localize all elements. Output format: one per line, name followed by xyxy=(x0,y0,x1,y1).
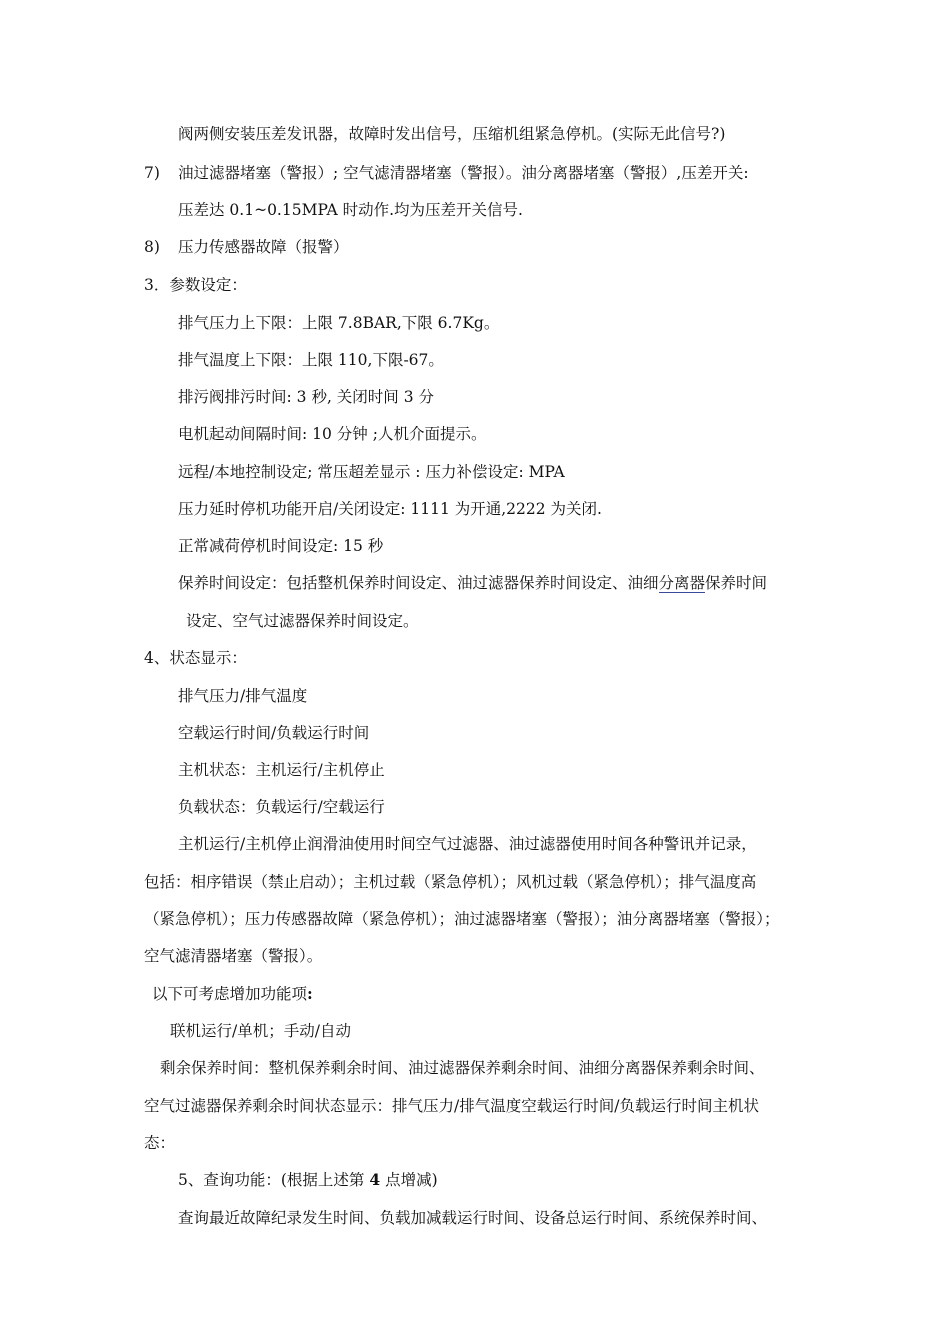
paragraph-line: 空气过滤器保养剩余时间状态显示：排气压力/排气温度空载运行时间/负载运行时间主机状 xyxy=(144,1097,759,1115)
paragraph-line: 态： xyxy=(144,1134,176,1152)
paragraph-line: 主机状态：主机运行/主机停止 xyxy=(178,761,385,779)
text-span: 5、查询功能：(根据上述第 xyxy=(178,1171,365,1189)
paragraph-line: 空气滤清器堵塞（警报）。 xyxy=(144,947,323,965)
paragraph-line: 远程/本地控制设定; 常压超差显示 : 压力补偿设定: MPA xyxy=(178,463,565,481)
text-span: 4 xyxy=(369,1170,381,1189)
paragraph-line: 正常减荷停机时间设定: 15 秒 xyxy=(178,537,384,555)
paragraph-line: 排气压力上下限：上限 7.8BAR,下限 6.7Kg。 xyxy=(178,314,500,332)
paragraph-line: 主机运行/主机停止润滑油使用时间空气过滤器、油过滤器使用时间各种警讯并记录， xyxy=(178,835,757,853)
paragraph-line xyxy=(178,573,767,593)
text-span: : xyxy=(307,984,313,1003)
paragraph-line: 排污阀排污时间: 3 秒, 关闭时间 3 分 xyxy=(178,388,435,406)
paragraph-line: 查询最近故障纪录发生时间、负载加减载运行时间、设备总运行时间、系统保养时间、 xyxy=(178,1209,768,1227)
paragraph-line: 电机起动间隔时间: 10 分钟 ;人机介面提示。 xyxy=(178,425,487,443)
list-number: 8) xyxy=(144,238,160,256)
section-heading: 4、状态显示： xyxy=(144,649,247,667)
paragraph-line xyxy=(152,984,313,1004)
paragraph-line: 空载运行时间/负载运行时间 xyxy=(178,724,370,742)
paragraph-line: 压力延时停机功能开启/关闭设定: 1111 为开通,2222 为关闭. xyxy=(178,500,602,518)
paragraph-line: 排气温度上下限：上限 110,下限-67。 xyxy=(178,351,444,369)
section-heading xyxy=(178,1170,438,1190)
paragraph-line: 负载状态：负载运行/空载运行 xyxy=(178,798,385,816)
paragraph-line: 压差达 0.1~0.15MPA 时动作.均为压差开关信号. xyxy=(178,201,523,219)
paragraph-line: 油过滤器堵塞（警报）; 空气滤清器堵塞（警报）。油分离器堵塞（警报）,压差开关: xyxy=(178,164,749,182)
paragraph-line: 设定、空气过滤器保养时间设定。 xyxy=(186,612,419,630)
paragraph-line: 阀两侧安装压差发讯器，故障时发出信号，压缩机组紧急停机。(实际无此信号?) xyxy=(178,125,726,143)
paragraph-line: （紧急停机）；压力传感器故障（紧急停机）；油过滤器堵塞（警报）；油分离器堵塞（警报）； xyxy=(144,910,780,928)
text-span: 保养时间设定：包括整机保养时间设定、油过滤器保养时间设定、油细 xyxy=(178,574,659,592)
paragraph-line: 剩余保养时间：整机保养剩余时间、油过滤器保养剩余时间、油细分离器保养剩余时间、 xyxy=(160,1059,765,1077)
text-span: 点增减) xyxy=(385,1171,438,1189)
paragraph-line: 包括：相序错误（禁止启动）；主机过载（紧急停机）；风机过载（紧急停机）；排气温度高 xyxy=(144,873,757,891)
paragraph-line: 排气压力/排气温度 xyxy=(178,687,308,705)
text-span: 保养时间 xyxy=(705,574,768,592)
list-number: 7) xyxy=(144,164,160,182)
underlined-term: 分离器 xyxy=(658,574,706,592)
text-span: 以下可考虑增加功能项 xyxy=(152,985,308,1003)
paragraph-line: 联机运行/单机；手动/自动 xyxy=(170,1022,351,1040)
section-heading: 3．参数设定： xyxy=(144,276,247,294)
paragraph-line: 压力传感器故障（报警） xyxy=(178,238,349,256)
